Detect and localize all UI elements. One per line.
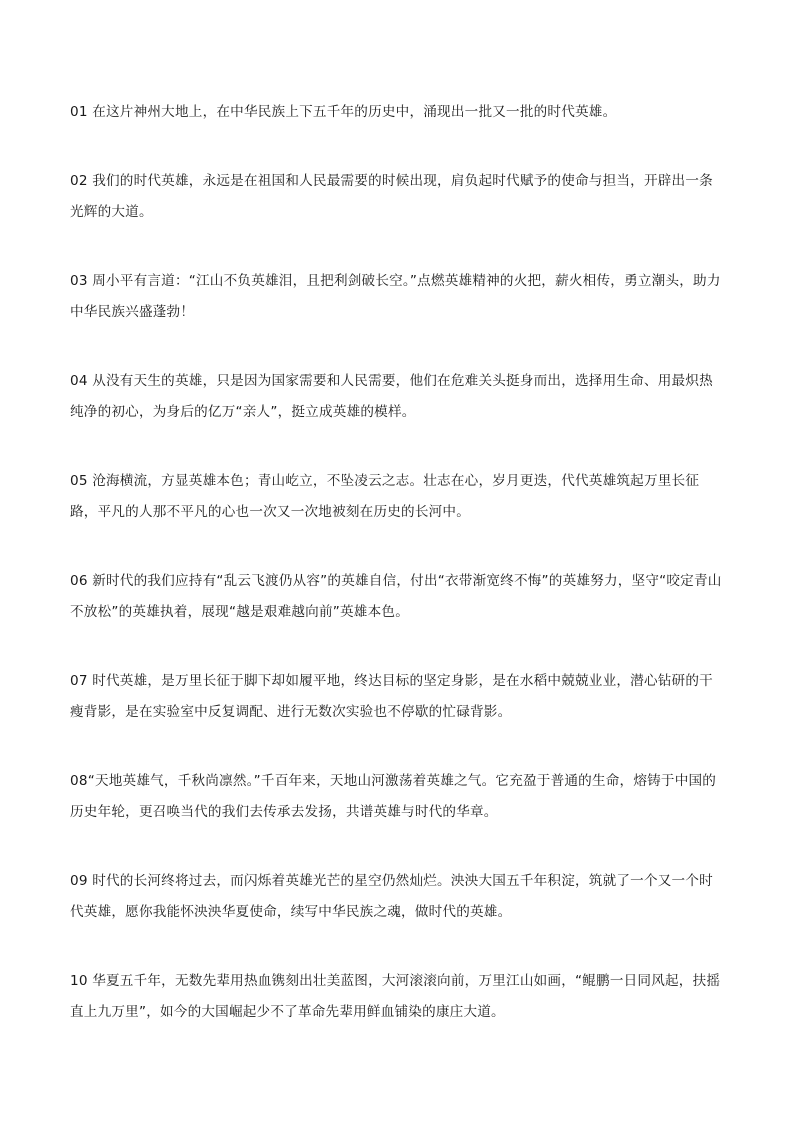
paragraph-05: 05 沧海横流，方显英雄本色；青山屹立，不坠凌云之志。壮志在心，岁月更迭，代代英雄筑起万里长征路，平凡的人那不平凡的心也一次又一次地被刻在历史的长河中。 (70, 473, 700, 520)
paragraph-07: 07 时代英雄，是万里长征于脚下却如履平地，终达目标的坚定身影，是在水稻中兢兢业业，潜心钻研的干瘦背影，是在实验室中反复调配、进行无数次实验也不停歇的忙碌背影。 (70, 673, 713, 720)
paragraph-09: 09 时代的长河终将过去，而闪烁着英雄光芒的星空仍然灿烂。泱泱大国五千年积淀，筑就了一个又一个时代英雄，愿你我能怀泱泱华夏使命，续写中华民族之魂，做时代的英雄。 (70, 873, 713, 920)
paragraph-02: 02 我们的时代英雄，永远是在祖国和人民最需要的时候出现，肩负起时代赋予的使命与担当，开辟出一条光辉的大道。 (70, 173, 713, 220)
document-body (70, 97, 726, 1066)
paragraph-06: 06 新时代的我们应持有“乱云飞渡仍从容”的英雄自信，付出“衣带渐宽终不悔”的英雄努力，坚守“咬定青山不放松”的英雄执着，展现“越是艰难越向前”英雄本色。 (70, 573, 722, 620)
paragraph-03: 03 周小平有言道：“江山不负英雄泪，且把利剑破长空。”点燃英雄精神的火把，薪火相传，勇立潮头，助力中华民族兴盛蓬勃！ (70, 273, 721, 320)
paragraph-04: 04 从没有天生的英雄，只是因为国家需要和人民需要，他们在危难关头挺身而出，选择用生命、用最炽热纯净的初心，为身后的亿万“亲人”，挺立成英雄的模样。 (70, 373, 713, 420)
paragraph-01: 01 在这片神州大地上，在中华民族上下五千年的历史中，涌现出一批又一批的时代英雄。 (70, 104, 617, 120)
paragraph-08: 08“天地英雄气，千秋尚凛然。”千百年来，天地山河激荡着英雄之气。它充盈于普通的生命，熔铸于中国的历史年轮，更召唤当代的我们去传承去发扬，共谱英雄与时代的华章。 (70, 773, 717, 820)
paragraph-10: 10 华夏五千年，无数先辈用热血镌刻出壮美蓝图，大河滚滚向前，万里江山如画，“鲲鹏一日同风起，扶摇直上九万里”，如今的大国崛起少不了革命先辈用鲜血铺染的康庄大道。 (70, 973, 721, 1020)
